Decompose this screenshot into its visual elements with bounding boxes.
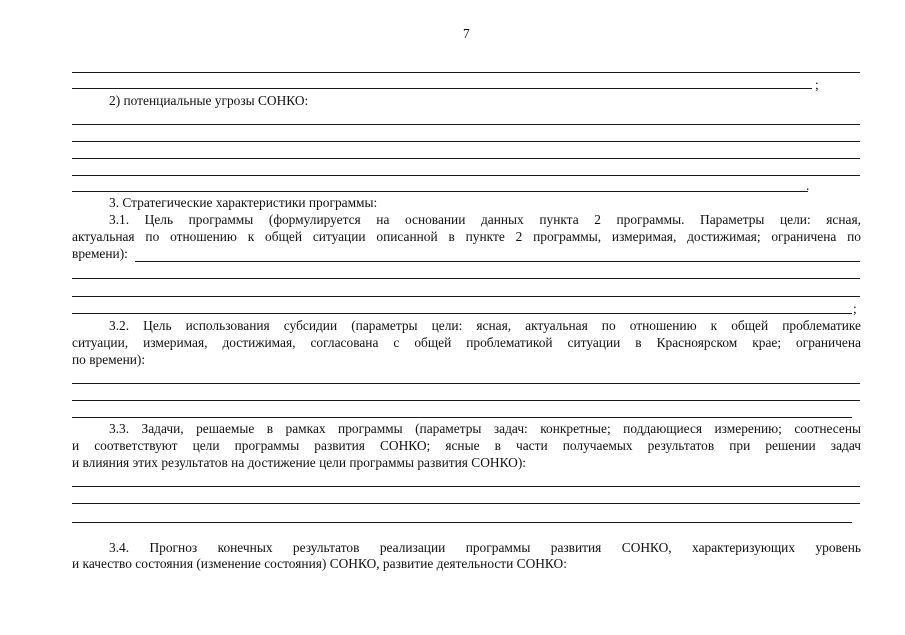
fill-line (72, 503, 860, 504)
fill-line (72, 141, 860, 142)
paragraph-3-2-line-3: по времени): (72, 352, 146, 367)
fill-line (72, 296, 860, 297)
section-3-heading: 3. Стратегические характеристики программы: (109, 195, 378, 210)
paragraph-3-2-line-2: ситуации, измеримая, достижимая, согласована с общей проблематикой ситуации в Красноярском крае; ограничена (72, 335, 861, 350)
end-mark-semicolon: ; (815, 77, 819, 92)
fill-line (72, 313, 852, 314)
fill-line (72, 486, 860, 487)
paragraph-3-4-line-2: и качество состояния (изменение состояния) СОНКО, развитие деятельности СОНКО: (72, 556, 567, 571)
fill-line (72, 400, 860, 401)
paragraph-3-4-line-1: 3.4. Прогноз конечных результатов реализации программы развития СОНКО, характеризующих уровень (109, 540, 861, 555)
fill-line (72, 522, 852, 523)
paragraph-3-1-line-1: 3.1. Цель программы (формулируется на основании данных пункта 2 программы. Параметры цели: ясная, (109, 212, 861, 227)
fill-line (72, 88, 812, 89)
fill-line (72, 124, 860, 125)
fill-line (72, 417, 852, 418)
paragraph-3-1-line-3: времени): (72, 246, 128, 261)
paragraph-3-2-line-1: 3.2. Цель использования субсидии (параметры цели: ясная, актуальная по отношению к общей проблематике (109, 318, 861, 333)
paragraph-3-3-line-2: и соответствуют цели программы развития СОНКО; ясные в части получаемых результатов при решении задач (72, 438, 861, 453)
fill-line (72, 175, 860, 176)
fill-line (72, 191, 808, 192)
page-number: 7 (463, 26, 470, 41)
end-mark-period: . (806, 178, 810, 193)
paragraph-3-3-line-1: 3.3. Задачи, решаемые в рамках программы (параметры задач: конкретные; поддающиеся измерению; соотнесены (109, 421, 861, 436)
fill-line (135, 261, 860, 262)
item-2-threats: 2) потенциальные угрозы СОНКО: (109, 93, 309, 108)
end-mark-semicolon: ; (853, 301, 857, 316)
fill-line (72, 158, 860, 159)
paragraph-3-1-line-2: актуальная по отношению к общей ситуации описанной в пункте 2 программы, измеримая, достижимая; ограничена по (72, 229, 861, 244)
fill-line (72, 383, 860, 384)
fill-line (72, 72, 860, 73)
paragraph-3-3-line-3: и влияния этих результатов на достижение цели программы развития СОНКО): (72, 455, 527, 470)
fill-line (72, 278, 860, 279)
